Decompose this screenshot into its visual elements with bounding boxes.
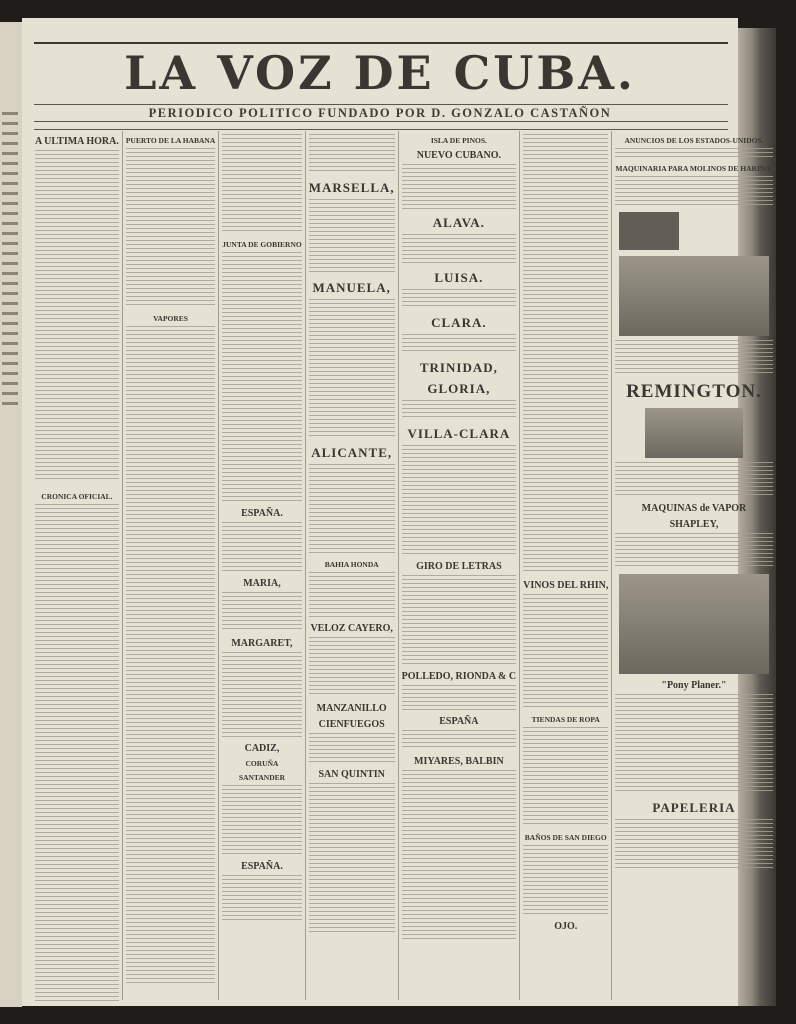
illegible-text-block bbox=[615, 462, 772, 497]
masthead-rule-upper bbox=[34, 104, 728, 105]
column-heading: CRONICA OFICIAL. bbox=[41, 492, 113, 501]
column-heading: GLORIA, bbox=[427, 381, 491, 396]
previous-page-edge bbox=[0, 22, 22, 1007]
illegible-text-block bbox=[402, 445, 516, 555]
armory-illustration bbox=[645, 408, 742, 458]
column-heading: "Pony Planer." bbox=[661, 680, 727, 691]
column-heading: PAPELERIA bbox=[652, 800, 736, 815]
column-7-advertisements bbox=[611, 131, 775, 1000]
column-heading: A ULTIMA HORA. bbox=[35, 136, 119, 147]
column-heading: SAN QUINTIN bbox=[318, 769, 385, 780]
column-6 bbox=[519, 131, 611, 1000]
column-heading: ISLA DE PINOS. bbox=[430, 136, 487, 145]
illegible-text-block bbox=[402, 575, 516, 665]
column-heading: SANTANDER bbox=[238, 773, 286, 782]
column-heading: MARGARET, bbox=[231, 638, 293, 649]
illegible-text-block bbox=[222, 652, 301, 737]
columns bbox=[32, 131, 773, 1000]
column-heading: MANUELA, bbox=[312, 280, 391, 295]
illegible-text-block bbox=[523, 727, 608, 827]
column-heading: TIENDAS DE ROPA bbox=[531, 715, 600, 724]
illegible-text-block bbox=[126, 148, 215, 308]
column-heading: ESPAÑA. bbox=[241, 508, 283, 519]
column-heading: CORUÑA bbox=[245, 759, 279, 768]
column-heading: MAQUINAS de VAPOR bbox=[641, 503, 747, 514]
column-heading: PUERTO DE LA HABANA bbox=[125, 136, 216, 145]
column-heading: ALICANTE, bbox=[311, 445, 393, 460]
column-heading: OJO. bbox=[554, 921, 578, 932]
illegible-text-block bbox=[615, 819, 772, 869]
masthead-rule-lower bbox=[34, 121, 728, 122]
illegible-text-block bbox=[309, 199, 395, 274]
illegible-text-block bbox=[402, 400, 516, 420]
illegible-text-block bbox=[402, 730, 516, 750]
column-heading: BAÑOS DE SAN DIEGO bbox=[524, 833, 607, 842]
column-heading: MARIA, bbox=[243, 578, 281, 589]
column-heading: BAHIA HONDA bbox=[324, 560, 379, 569]
illegible-text-block bbox=[615, 148, 772, 158]
column-heading: ALAVA. bbox=[432, 215, 485, 230]
column-heading: GIRO DE LETRAS bbox=[416, 561, 502, 572]
column-heading: VINOS DEL RHIN, bbox=[523, 580, 609, 591]
illegible-text-block bbox=[615, 533, 772, 568]
illegible-text-block bbox=[309, 299, 395, 439]
column-heading: REMINGTON. bbox=[626, 381, 762, 402]
illegible-text-block bbox=[402, 334, 516, 354]
illegible-text-block bbox=[222, 522, 301, 572]
column-heading: SHAPLEY, bbox=[669, 519, 719, 530]
column-heading: CIENFUEGOS bbox=[318, 719, 385, 730]
illegible-text-block bbox=[402, 685, 516, 710]
illegible-text-block bbox=[222, 134, 301, 234]
masthead-subtitle: PERIODICO POLITICO FUNDADO POR D. GONZALO CASTAÑON bbox=[148, 106, 612, 120]
illegible-text-block bbox=[35, 504, 119, 1004]
column-heading: VILLA-CLARA bbox=[407, 426, 511, 441]
illegible-text-block bbox=[402, 234, 516, 264]
column-heading: MARSELLA, bbox=[308, 180, 395, 195]
column-5 bbox=[398, 131, 519, 1000]
illegible-text-block bbox=[309, 783, 395, 933]
illegible-text-block bbox=[309, 637, 395, 697]
illegible-text-block bbox=[402, 164, 516, 209]
illegible-text-block bbox=[523, 845, 608, 915]
column-heading: TRINIDAD, bbox=[419, 360, 498, 375]
milling-machine-illustration bbox=[619, 212, 679, 250]
column-heading: VAPORES bbox=[153, 314, 188, 323]
illegible-text-block bbox=[222, 592, 301, 632]
illegible-text-block bbox=[615, 340, 772, 375]
illegible-text-block bbox=[222, 785, 301, 855]
illegible-text-block bbox=[126, 326, 215, 986]
illegible-text-block bbox=[402, 770, 516, 940]
column-4 bbox=[305, 131, 398, 1000]
column-heading: ANUNCIOS DE LOS ESTADOS-UNIDOS. bbox=[624, 136, 764, 145]
masthead-title: LA VOZ DE CUBA. bbox=[124, 46, 636, 100]
illegible-text-block bbox=[523, 134, 608, 574]
illegible-text-block bbox=[402, 289, 516, 309]
column-3 bbox=[218, 131, 304, 1000]
dateline-rule bbox=[34, 129, 728, 130]
column-heading: MANZANILLO bbox=[316, 703, 387, 714]
column-heading: MIYARES, BALBIN bbox=[414, 756, 504, 767]
machinery-illustrations bbox=[619, 574, 768, 674]
column-heading: JUNTA DE GOBIERNO bbox=[222, 240, 302, 249]
factory-illustration bbox=[619, 256, 768, 336]
illegible-text-block bbox=[309, 572, 395, 617]
column-heading: LUISA. bbox=[434, 270, 484, 285]
illegible-text-block bbox=[222, 252, 301, 502]
illegible-text-block bbox=[35, 150, 119, 480]
illegible-text-block bbox=[523, 594, 608, 709]
illegible-text-block bbox=[309, 464, 395, 554]
column-heading: ESPAÑA bbox=[439, 716, 479, 727]
column-heading: POLLEDO, RIONDA & C bbox=[401, 671, 517, 682]
illegible-text-block bbox=[615, 176, 772, 206]
column-2 bbox=[122, 131, 218, 1000]
illegible-text-block bbox=[222, 875, 301, 920]
column-1 bbox=[32, 131, 122, 1000]
column-heading: CLARA. bbox=[431, 315, 487, 330]
illegible-text-block bbox=[309, 134, 395, 174]
masthead-rule-top bbox=[34, 42, 728, 44]
newspaper-page bbox=[22, 18, 773, 1006]
column-heading: ESPAÑA. bbox=[241, 861, 283, 872]
column-heading: NUEVO CUBANO. bbox=[416, 150, 501, 161]
column-heading: VELOZ CAYERO, bbox=[310, 623, 393, 634]
illegible-text-block bbox=[309, 733, 395, 763]
column-heading: CADIZ, bbox=[244, 743, 280, 754]
illegible-text-block bbox=[615, 694, 772, 794]
column-heading: MAQUINARIA PARA MOLINOS DE HARINA. bbox=[615, 164, 773, 173]
